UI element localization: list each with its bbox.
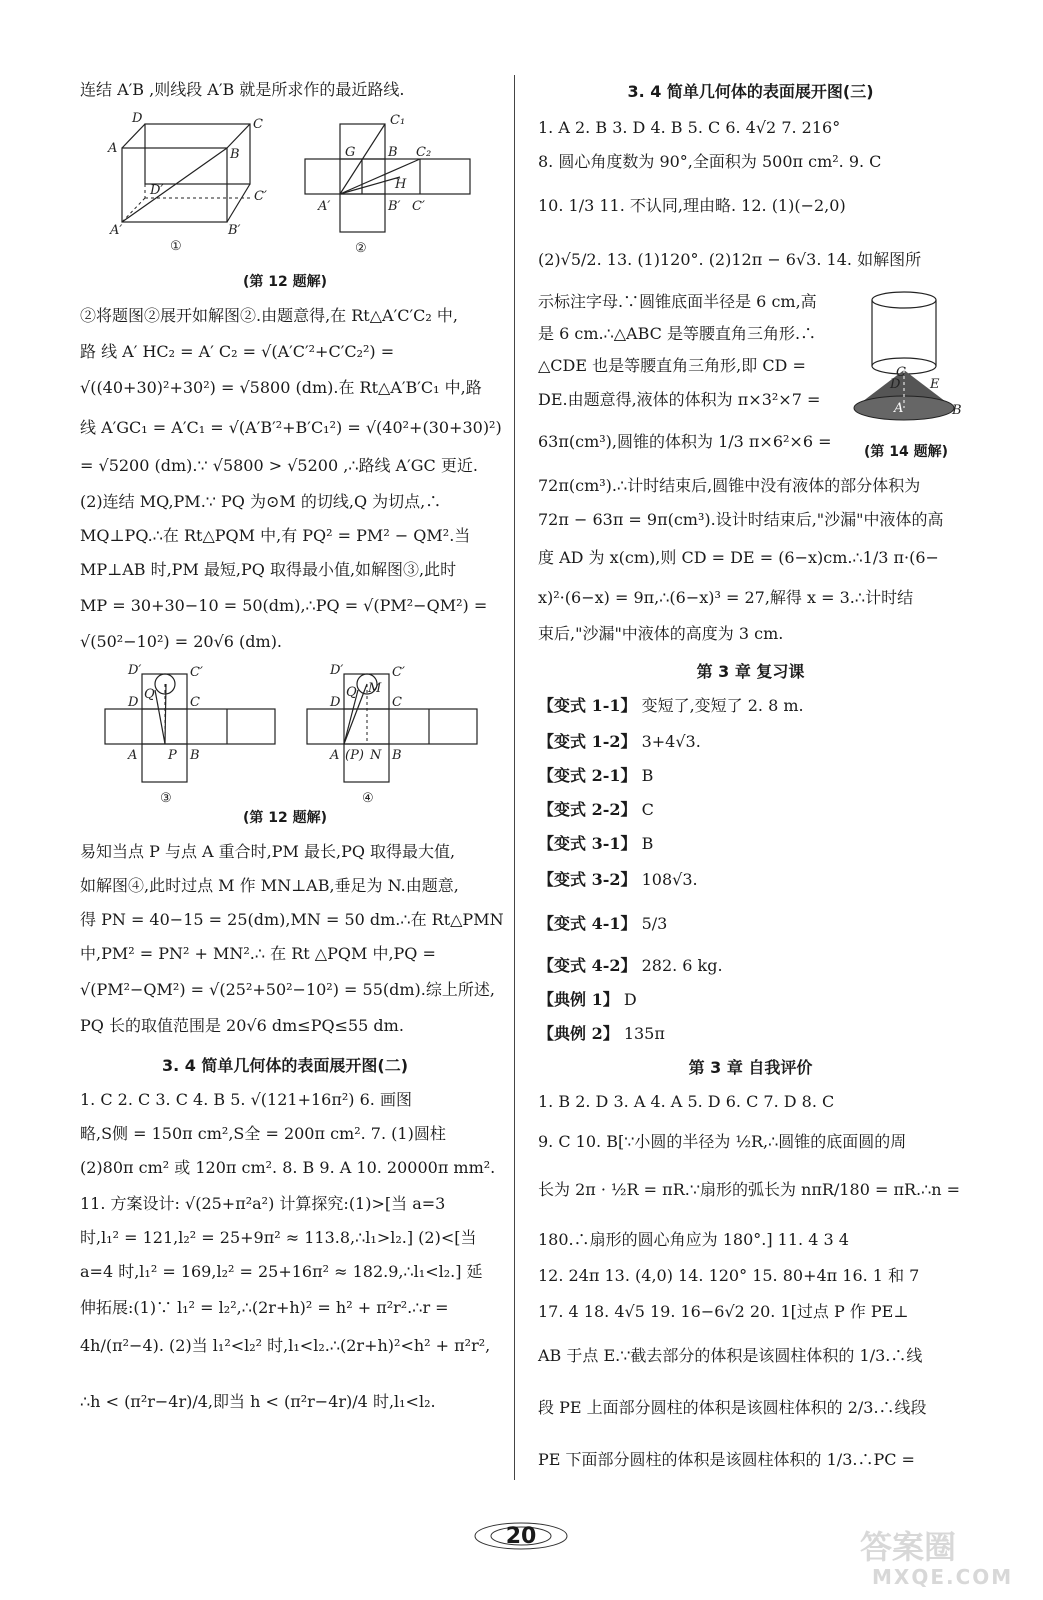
fig-number: ① — [170, 239, 182, 252]
fig-number: ② — [355, 241, 367, 256]
text-line: 易知当点 P 与点 A 重合时,PM 最长,PQ 取得最大值, — [80, 842, 456, 861]
watermark-url: MXQE.COM — [872, 1565, 1014, 1589]
variant-value: B — [641, 766, 654, 785]
text-line: 4h/(π²−4). (2)当 l₁²<l₂² 时,l₁<l₂.∴(2r+h)²<h² + π²r², — [80, 1336, 491, 1355]
figure-caption: (第 14 题解) — [863, 444, 949, 460]
text-line: = √5200 (dm).∵ √5800 > √5200 ,∴路线 A′GC 更近. — [80, 456, 478, 475]
variant-row — [538, 914, 667, 934]
text-line: ②将题图②展开如解图②.由题意得,在 Rt△A′C′C₂ 中, — [80, 306, 458, 325]
fig-label: M — [368, 681, 382, 696]
section-title: 3. 4 简单几何体的表面展开图(三) — [627, 82, 874, 101]
variant-label: 【变式 4-1】 — [538, 914, 637, 933]
fig-label: D — [132, 112, 143, 126]
variant-label: 【变式 2-1】 — [538, 766, 637, 785]
text-line: 12. 24π 13. (4,0) 14. 120° 15. 80+4π 16. 1 和 7 — [538, 1266, 920, 1285]
variant-value: C — [641, 800, 654, 819]
text-line: 是 6 cm.∴△ABC 是等腰直角三角形.∴ — [538, 324, 817, 343]
text-line: 72π − 63π = 9π(cm³).设计时结束后,"沙漏"中液体的高 — [538, 510, 944, 529]
fig-label: D′ — [128, 663, 142, 678]
variant-value: 变短了,变短了 2. 8 m. — [641, 696, 804, 715]
fig-label: (P) — [345, 748, 364, 763]
text-line: 63π(cm³),圆锥的体积为 1/3 π×6²×6 = — [538, 432, 832, 451]
figure-12-2-net — [300, 112, 490, 257]
text-line: 10. 1/3 11. 不认同,理由略. 12. (1)(−2,0) — [538, 196, 846, 215]
text-line: 1. A 2. B 3. D 4. B 5. C 6. 4√2 7. 216° — [538, 118, 841, 137]
variant-row — [538, 956, 723, 976]
text-line: 伸拓展:(1)∵ l₁² = l₂²,∴(2r+h)² = h² + π²r².∴r = — [80, 1298, 449, 1317]
text-line: 得 PN = 40−15 = 25(dm),MN = 50 dm.∴在 Rt△PMN — [80, 910, 504, 929]
text-line: 连结 A′B ,则线段 A′B 就是所求作的最近路线. — [80, 80, 405, 99]
section-title: 3. 4 简单几何体的表面展开图(二) — [161, 1056, 409, 1075]
fig-label: A — [108, 141, 118, 156]
fig-label: N — [370, 748, 382, 763]
text-line: DE.由题意得,液体的体积为 π×3²×7 = — [538, 390, 821, 409]
text-line: a=4 时,l₁² = 169,l₂² = 25+16π² ≈ 182.9,∴l₁<l₂.] 延 — [80, 1262, 483, 1281]
fig-label: B — [190, 748, 200, 763]
fig-label: D — [128, 695, 139, 710]
text-line: 如解图④,此时过点 M 作 MN⊥AB,垂足为 N.由题意, — [80, 876, 459, 895]
fig-label: C′ — [392, 665, 405, 680]
figure-12-3-net — [100, 662, 280, 807]
fig-label: B′ — [228, 223, 241, 238]
text-line: √((40+30)²+30²) = √5800 (dm).在 Rt△A′B′C₁ 中,路 — [80, 378, 482, 397]
fig-label: C′ — [412, 199, 425, 214]
text-line: 时,l₁² = 121,l₂² = 25+9π² ≈ 113.8,∴l₁>l₂.] (2)<[当 — [80, 1228, 477, 1247]
variant-label: 【变式 3-1】 — [538, 834, 637, 853]
variant-row — [538, 800, 654, 820]
fig-label: E — [930, 377, 940, 392]
figure-caption: (第 12 题解) — [242, 810, 328, 826]
fig-label: A — [128, 748, 138, 763]
figure-12-4-net — [302, 662, 482, 807]
variant-label: 【变式 4-2】 — [538, 956, 637, 975]
variant-row — [538, 732, 701, 752]
text-line: AB 于点 E.∵截去部分的体积是该圆柱体积的 1/3.∴线 — [538, 1346, 923, 1365]
fig-label: C — [190, 695, 200, 710]
variant-value: 5/3 — [641, 914, 668, 933]
fig-label: B′ — [388, 199, 401, 214]
text-line: (2)连结 MQ,PM.∵ PQ 为⊙M 的切线,Q 为切点,∴ — [80, 492, 442, 511]
fig-label: D′ — [330, 663, 344, 678]
variant-value: 282. 6 kg. — [641, 956, 723, 975]
fig-label: B — [392, 748, 402, 763]
fig-label: G — [345, 145, 356, 160]
variant-row — [538, 696, 804, 716]
variant-row — [538, 1024, 665, 1044]
watermark-logo: 答案圈 — [860, 1528, 957, 1566]
text-line: 72π(cm³).∴计时结束后,圆锥中没有液体的部分体积为 — [538, 476, 921, 495]
column-divider — [514, 75, 515, 1480]
fig-label: B — [388, 145, 398, 160]
text-line: △CDE 也是等腰直角三角形,即 CD = — [538, 356, 806, 375]
text-line: 180.∴扇形的圆心角应为 180°.] 11. 4 3 4 — [538, 1230, 849, 1249]
fig-number: ③ — [160, 791, 172, 806]
fig-label: A — [894, 401, 904, 416]
fig-number: ④ — [362, 791, 374, 806]
text-line: 略,S侧 = 150π cm²,S全 = 200π cm². 7. (1)圆柱 — [80, 1124, 446, 1143]
figure-12-1-cuboid — [100, 112, 270, 252]
text-line: 9. C 10. B[∵小圆的半径为 ½R,∴圆锥的底面圆的周 — [538, 1132, 907, 1151]
text-line: MP⊥AB 时,PM 最短,PQ 取得最小值,如解图③,此时 — [80, 560, 457, 579]
variant-label: 【典例 1】 — [538, 990, 619, 1009]
text-line: PE 下面部分圆柱的体积是该圆柱体积的 1/3.∴PC = — [538, 1450, 915, 1469]
fig-label: C — [392, 695, 402, 710]
fig-label: B — [230, 147, 240, 162]
fig-label: D — [890, 377, 901, 392]
text-line: 束后,"沙漏"中液体的高度为 3 cm. — [538, 624, 784, 643]
text-line: MQ⊥PQ.∴在 Rt△PQM 中,有 PQ² = PM² − QM².当 — [80, 526, 471, 545]
text-line: 度 AD 为 x(cm),则 CD = DE = (6−x)cm.∴1/3 π·(6− — [538, 548, 939, 567]
variant-value: 108√3. — [641, 870, 698, 889]
text-line: 长为 2π · ½R = πR.∵扇形的弧长为 nπR/180 = πR.∴n = — [538, 1180, 961, 1199]
variant-value: 3+4√3. — [641, 732, 701, 751]
variant-row — [538, 766, 653, 786]
fig-label: H — [395, 177, 407, 192]
variant-row — [538, 990, 637, 1010]
text-line: 8. 圆心角度数为 90°,全面积为 500π cm². 9. C — [538, 152, 882, 171]
text-line: ∴h < (π²r−4r)/4,即当 h < (π²r−4r)/4 时,l₁<l₂. — [80, 1392, 436, 1411]
text-line: 1. B 2. D 3. A 4. A 5. D 6. C 7. D 8. C — [538, 1092, 835, 1111]
figure-14-hourglass — [846, 286, 966, 428]
variant-label: 【变式 1-2】 — [538, 732, 637, 751]
fig-label: Q — [144, 687, 155, 702]
fig-label: C′ — [190, 665, 203, 680]
variant-row — [538, 870, 698, 890]
text-line: (2)80π cm² 或 120π cm². 8. B 9. A 10. 20000π mm². — [80, 1158, 496, 1177]
variant-row — [538, 834, 653, 854]
fig-label: C — [896, 365, 906, 380]
text-line: 1. C 2. C 3. C 4. B 5. √(121+16π²) 6. 画图 — [80, 1090, 412, 1109]
text-line: √(PM²−QM²) = √(25²+50²−10²) = 55(dm).综上所述, — [80, 980, 495, 999]
fig-label: A′ — [318, 199, 331, 214]
text-line: 中,PM² = PN² + MN².∴ 在 Rt △PQM 中,PQ = — [80, 944, 436, 963]
fig-label: B — [952, 403, 962, 418]
variant-label: 【典例 2】 — [538, 1024, 619, 1043]
page-number-badge — [471, 1516, 571, 1556]
fig-label: P — [168, 748, 177, 763]
fig-label: A′ — [110, 223, 123, 238]
fig-label: C′ — [254, 189, 267, 204]
variant-value: B — [641, 834, 654, 853]
text-line: 17. 4 18. 4√5 19. 16−6√2 20. 1[过点 P 作 PE⊥ — [538, 1302, 909, 1321]
fig-label: C — [253, 117, 263, 132]
text-line: x)²·(6−x) = 9π,∴(6−x)³ = 27,解得 x = 3.∴计时结 — [538, 588, 914, 607]
page-number: 20 — [505, 1524, 537, 1549]
text-line: 段 PE 上面部分圆柱的体积是该圆柱体积的 2/3.∴线段 — [538, 1398, 927, 1417]
variant-label: 【变式 3-2】 — [538, 870, 637, 889]
text-line: PQ 长的取值范围是 20√6 dm≤PQ≤55 dm. — [80, 1016, 404, 1035]
eval-title: 第 3 章 自我评价 — [688, 1058, 813, 1077]
text-line: 线 A′GC₁ = A′C₁ = √(A′B′²+B′C₁²) = √(40²+(30+30)²) — [80, 418, 502, 437]
variant-label: 【变式 2-2】 — [538, 800, 637, 819]
text-line: (2)√5/2. 13. (1)120°. (2)12π − 6√3. 14. 如解图所 — [538, 250, 922, 269]
fig-label: C₁ — [390, 113, 406, 128]
text-line: 示标注字母.∵圆锥底面半径是 6 cm,高 — [538, 292, 817, 311]
variant-value: 135π — [623, 1024, 665, 1043]
fig-label: D′ — [150, 183, 164, 198]
variant-value: D — [623, 990, 637, 1009]
fig-label: D — [330, 695, 341, 710]
fig-label: A — [330, 748, 340, 763]
text-line: 11. 方案设计: √(25+π²a²) 计算探究:(1)>[当 a=3 — [80, 1194, 446, 1213]
variant-label: 【变式 1-1】 — [538, 696, 637, 715]
text-line: 路 线 A′ HC₂ = A′ C₂ = √(A′C′²+C′C₂²) = — [80, 342, 395, 361]
review-title: 第 3 章 复习课 — [696, 662, 805, 681]
fig-label: C₂ — [416, 145, 432, 160]
text-line: √(50²−10²) = 20√6 (dm). — [80, 632, 283, 651]
fig-label: Q — [346, 685, 357, 700]
text-line: MP = 30+30−10 = 50(dm),∴PQ = √(PM²−QM²) = — [80, 596, 488, 615]
figure-caption: (第 12 题解) — [242, 274, 328, 290]
